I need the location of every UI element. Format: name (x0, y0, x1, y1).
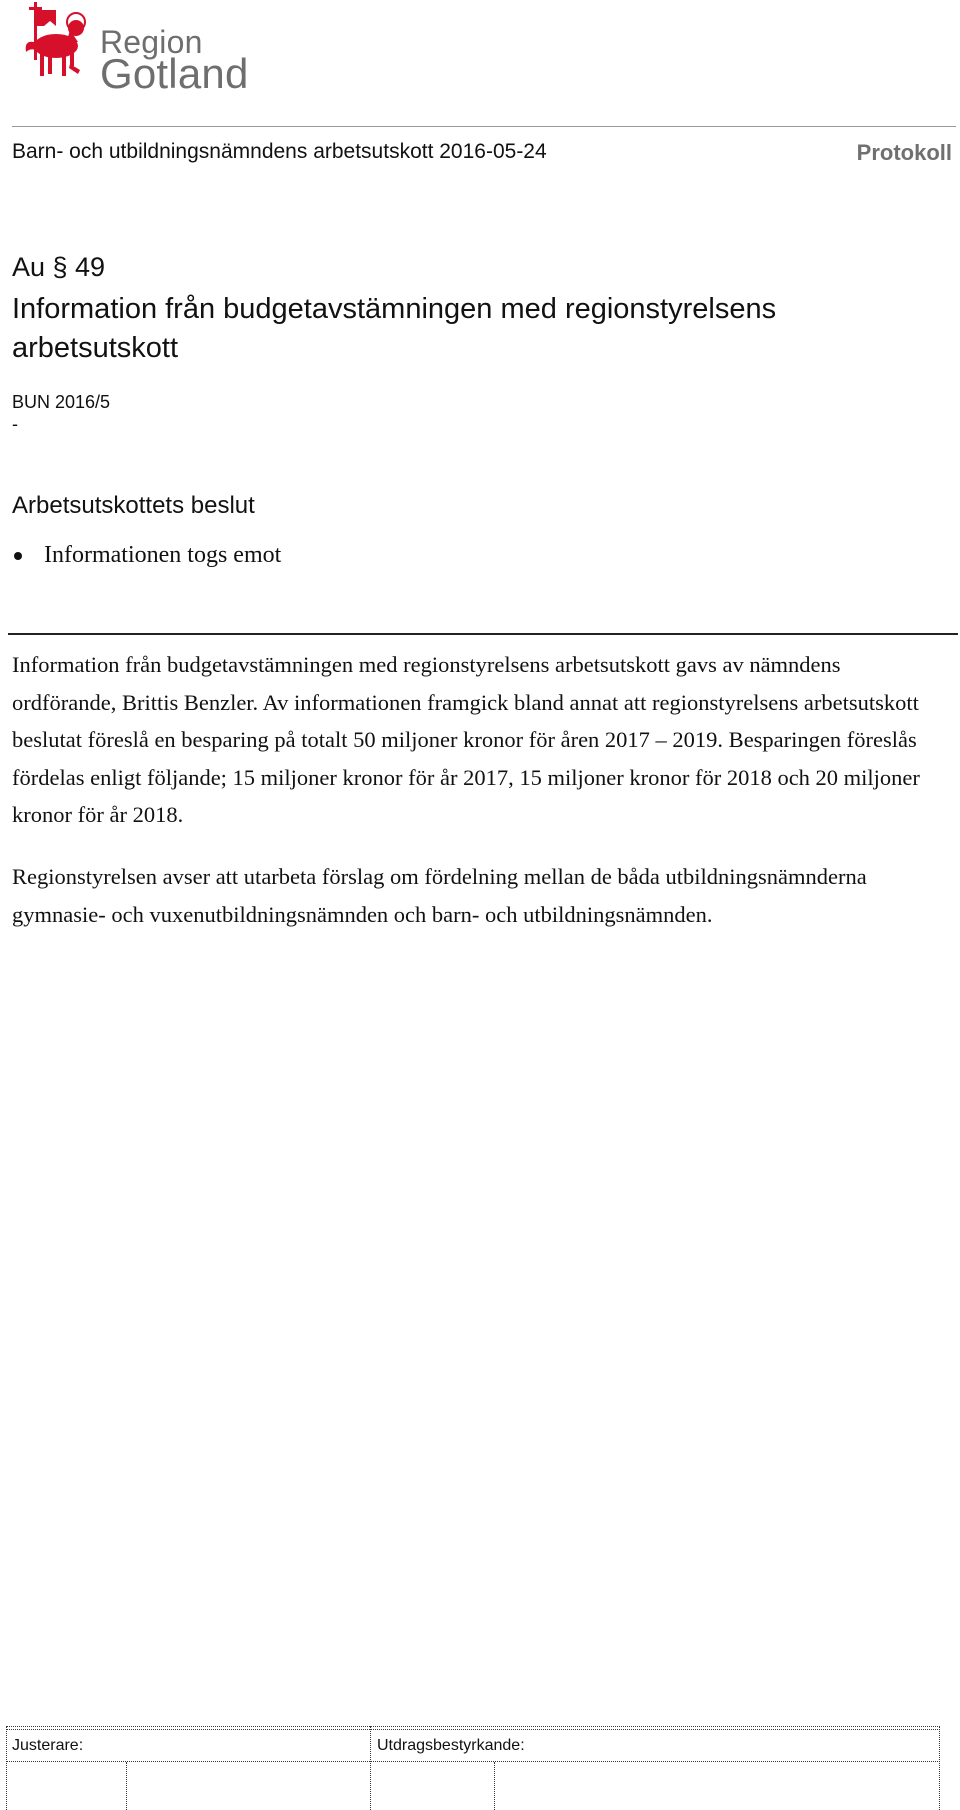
logo-text-gotland: Gotland (100, 50, 249, 97)
region-gotland-logo (12, 0, 249, 97)
footer-divider (370, 1726, 371, 1810)
footer-right-border (939, 1726, 940, 1810)
body-divider (8, 633, 958, 635)
footer-mid-line (6, 1761, 940, 1762)
paragraph-title: Information från budgetavstämningen med regionstyrelsens arbetsutskott (12, 293, 777, 364)
paragraph-number: Au § 49 (12, 252, 106, 282)
signature-footer (6, 1726, 940, 1810)
footer-top-line (6, 1726, 940, 1727)
decision-heading: Arbetsutskottets beslut (12, 492, 255, 519)
bullet-icon (14, 552, 22, 560)
decision-bullet-item (12, 542, 281, 569)
agnus-dei-lamb-icon (12, 0, 92, 92)
reference-dash: - (12, 414, 18, 434)
extract-certification-label: Utdragsbestyrkande: (377, 1737, 525, 1754)
document-type-label: Protokoll (856, 140, 952, 165)
case-reference: BUN 2016/5 (12, 392, 111, 412)
decision-bullet-text: Informationen togs emot (44, 542, 282, 568)
body-paragraph: Information från budgetavstämningen med regionstyrelsens arbetsutskott gavs av nämndens ordförande, Brittis Benzler. Av informationen framgick bland annat att regionstyrelsens arbetsutskott beslutat föreslå en besparing på totalt 50 miljoner kronor för åren 2017 – 2019. Besparingen föreslås fördelas enligt följande; 15 miljoner kronor för år 2017, 15 miljoner kronor för 2018 och 20 miljoner kronor för år 2018. (12, 652, 920, 827)
logo-text-region: Region (100, 24, 203, 60)
footer-left-border (6, 1726, 7, 1810)
footer-divider (126, 1762, 127, 1810)
document-header-title: Barn- och utbildningsnämndens arbetsutskott 2016-05-24 (12, 140, 547, 163)
body-paragraph: Regionstyrelsen avser att utarbeta förslag om fördelning mellan de båda utbildningsnämnderna gymnasie- och vuxenutbildningsnämnden och barn- och utbildningsnämnden. (12, 864, 867, 927)
adjuster-signature-label: Justerare: (12, 1737, 84, 1754)
header-divider (12, 126, 956, 127)
footer-top-line-inner (6, 1729, 940, 1730)
footer-divider (494, 1762, 495, 1810)
